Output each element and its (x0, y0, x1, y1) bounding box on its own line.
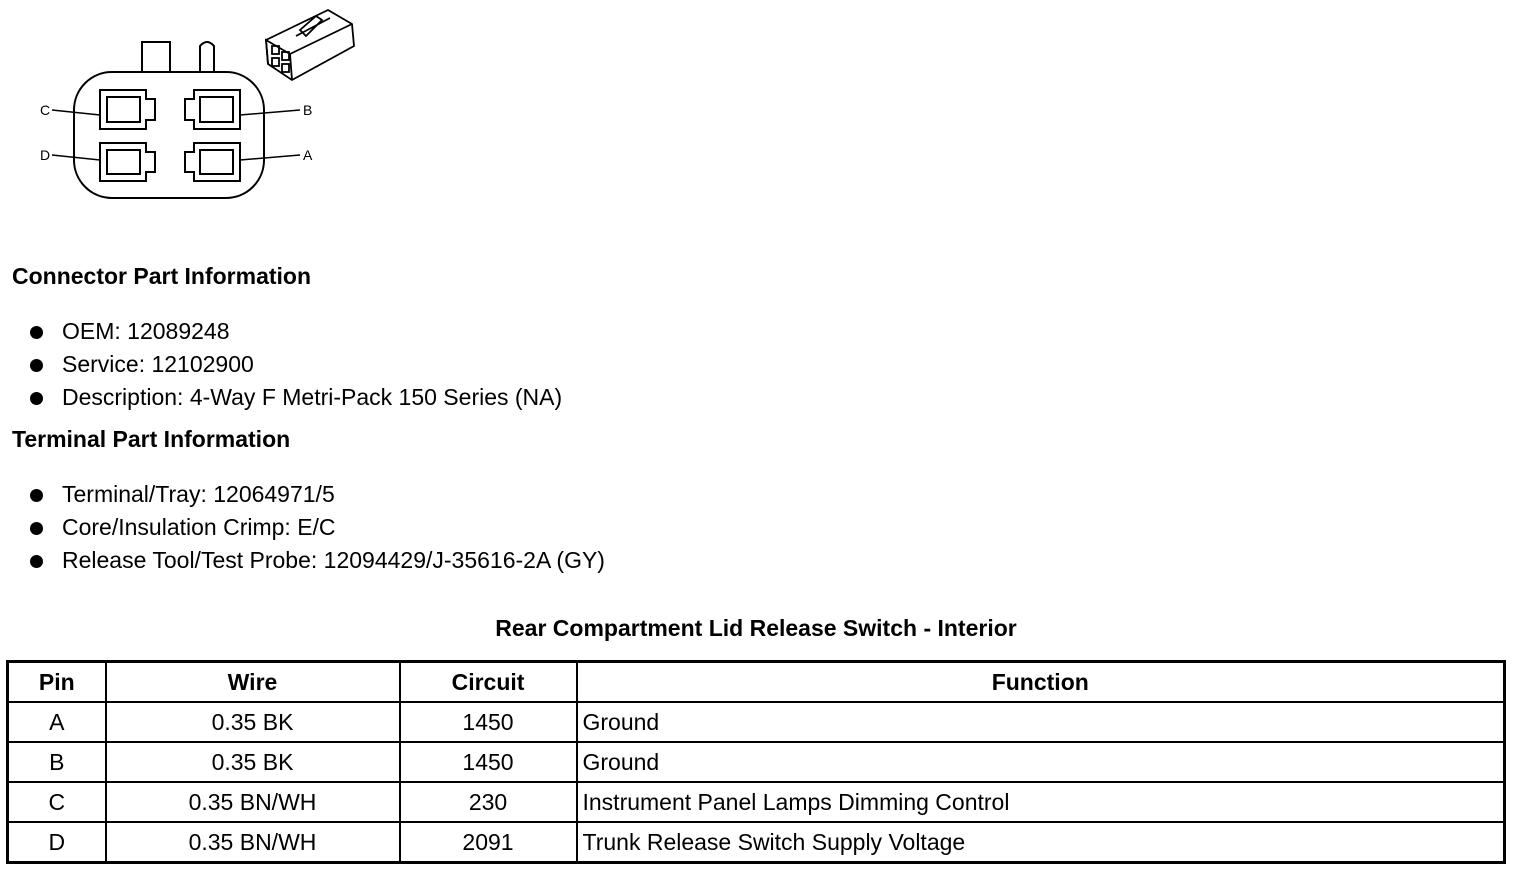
wire-cell: 0.35 BK (106, 742, 400, 782)
list-item: Service: 12102900 (28, 348, 562, 381)
bullet-icon (30, 326, 43, 339)
column-header-wire: Wire (106, 662, 400, 703)
function-cell: Ground (577, 702, 1505, 742)
table-row (8, 742, 1505, 782)
list-item: Terminal/Tray: 12064971/5 (28, 478, 605, 511)
table-row (8, 702, 1505, 742)
wire-cell: 0.35 BK (106, 702, 400, 742)
circuit-cell: 2091 (400, 822, 577, 863)
circuit-cell: 1450 (400, 742, 577, 782)
wire-cell: 0.35 BN/WH (106, 822, 400, 863)
cavity-label-d: D (40, 147, 51, 163)
bullet-icon (30, 392, 43, 405)
cavity-label-c: C (40, 102, 51, 118)
connector-info-heading: Connector Part Information (12, 263, 312, 289)
function-cell: Ground (577, 742, 1505, 782)
connector-latch (200, 42, 214, 74)
table-title: Rear Compartment Lid Release Switch - Interior (495, 615, 1017, 641)
function-cell: Instrument Panel Lamps Dimming Control (577, 782, 1505, 822)
cavity-label-a: A (303, 147, 313, 163)
connector-face-diagram (0, 0, 380, 220)
connector-lock-tab (142, 42, 170, 74)
pin-cell: B (8, 742, 106, 782)
bullet-icon (30, 489, 43, 502)
circuit-cell: 1450 (400, 702, 577, 742)
pin-cell: D (8, 822, 106, 863)
column-header-function: Function (577, 662, 1505, 703)
terminal-info-list (28, 478, 605, 577)
circuit-cell: 230 (400, 782, 577, 822)
table-header-row (8, 662, 1505, 703)
list-item: Release Tool/Test Probe: 12094429/J-35616-2A (GY) (28, 544, 605, 577)
pin-cell: A (8, 702, 106, 742)
list-item: Core/Insulation Crimp: E/C (28, 511, 605, 544)
bullet-icon (30, 522, 43, 535)
table-row (8, 822, 1505, 863)
pin-cell: C (8, 782, 106, 822)
wire-cell: 0.35 BN/WH (106, 782, 400, 822)
bullet-icon (30, 555, 43, 568)
list-item: Description: 4-Way F Metri-Pack 150 Series (NA) (28, 381, 562, 414)
column-header-circuit: Circuit (400, 662, 577, 703)
connector-info-list (28, 315, 562, 414)
connector-isometric-view (266, 10, 354, 80)
function-cell: Trunk Release Switch Supply Voltage (577, 822, 1505, 863)
column-header-pin: Pin (8, 662, 106, 703)
list-item: OEM: 12089248 (28, 315, 562, 348)
cavity-label-b: B (303, 102, 313, 118)
bullet-icon (30, 359, 43, 372)
table-row (8, 782, 1505, 822)
pin-table (6, 660, 1506, 864)
terminal-info-heading: Terminal Part Information (12, 426, 291, 452)
